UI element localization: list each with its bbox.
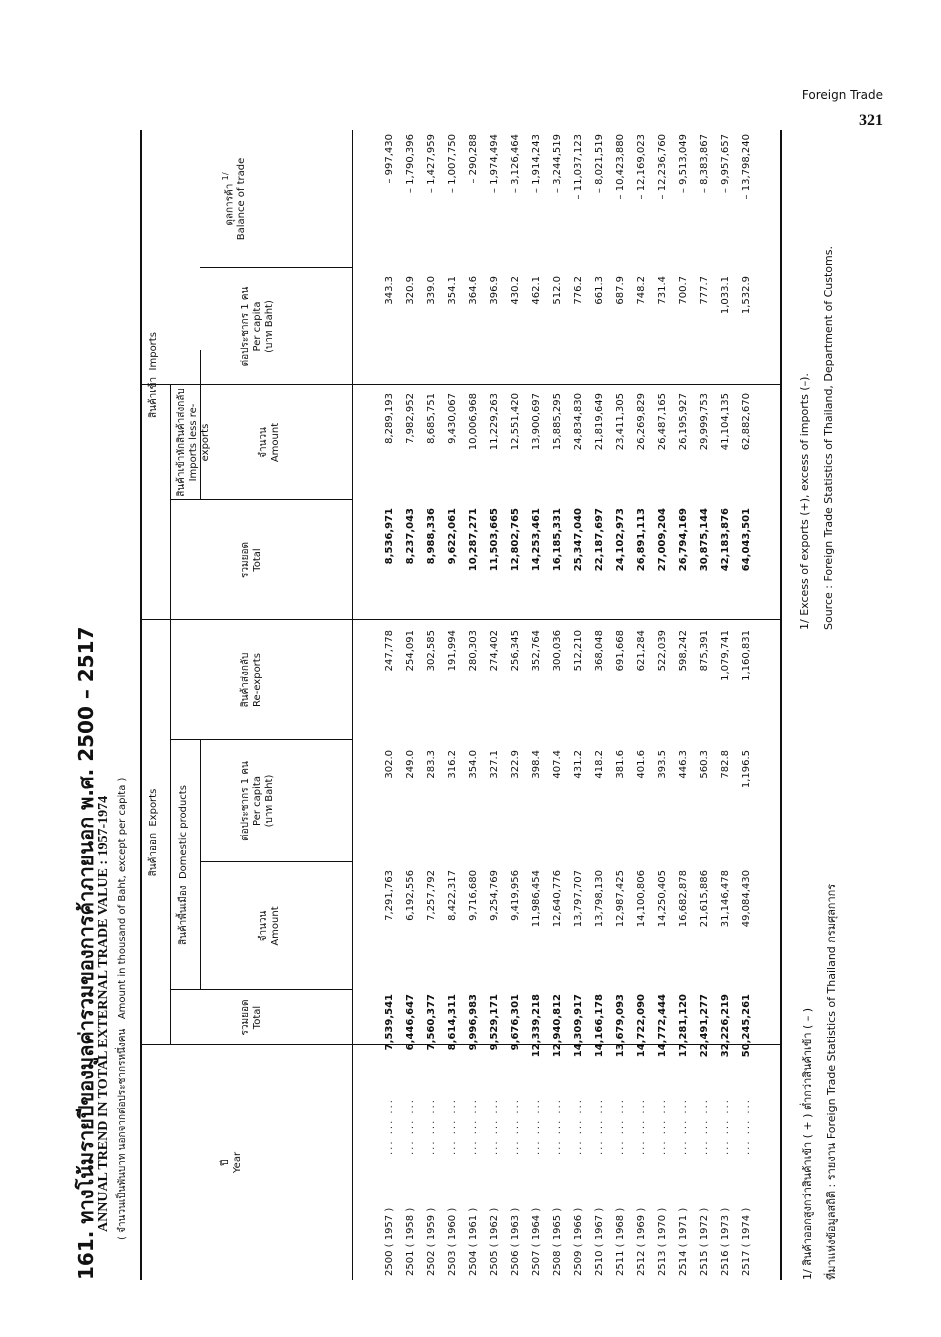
imp-pc-cell: 748.2 — [636, 276, 647, 305]
imp-total-cell: 8,988,336 — [426, 508, 437, 565]
reexp-cell: 274,402 — [489, 630, 500, 672]
imp-pc-cell: 687.9 — [615, 276, 626, 305]
imp-total-cell: 30,875,144 — [699, 508, 710, 572]
dom-amount-cell: 49,084,430 — [741, 870, 752, 928]
year-cell: 2501 ( 1958 ) — [405, 1207, 416, 1276]
dom-pc-cell: 401.6 — [636, 750, 647, 779]
leader-dots: ... ... ... — [468, 1098, 479, 1155]
leader-dots: ... ... ... — [447, 1098, 458, 1155]
imp-amount-cell: 26,269,829 — [636, 393, 647, 451]
imp-total-cell: 26,794,169 — [678, 508, 689, 572]
table-row — [527, 130, 546, 1280]
balance-cell: – 1,974,494 — [489, 134, 500, 194]
dom-pc-cell: 302.0 — [384, 750, 395, 779]
dom-pc-cell: 782.8 — [720, 750, 731, 779]
reexp-cell: 368,048 — [594, 630, 605, 672]
header-balance: ดุลการค้า $^{1/}$ Balance of trade — [220, 157, 248, 241]
reexp-cell: 621,284 — [636, 630, 647, 672]
dom-amount-cell: 6,192,556 — [405, 870, 416, 921]
trade-table — [140, 130, 782, 1280]
source-english: Source : Foreign Trade Statistics of Thailand, Department of Customs. — [822, 246, 835, 630]
imp-total-cell: 12,802,765 — [510, 508, 521, 572]
imp-total-cell: 27,009,204 — [657, 508, 668, 572]
exp-total-cell: 12,339,218 — [531, 994, 542, 1058]
reexp-cell: 280,303 — [468, 630, 479, 672]
imp-amount-cell: 29,999,753 — [699, 393, 710, 451]
dom-pc-cell: 560.3 — [699, 750, 710, 779]
imp-total-cell: 24,102,973 — [615, 508, 626, 572]
table-row — [653, 130, 672, 1280]
dom-amount-cell: 7,257,792 — [426, 870, 437, 921]
table-row — [716, 130, 735, 1280]
imp-total-cell: 14,253,461 — [531, 508, 542, 572]
dom-pc-cell: 322.9 — [510, 750, 521, 779]
balance-cell: – 12,169,023 — [636, 134, 647, 200]
reexp-cell: 691,668 — [615, 630, 626, 672]
year-cell: 2512 ( 1969 ) — [636, 1207, 647, 1276]
year-cell: 2508 ( 1965 ) — [552, 1207, 563, 1276]
reexp-cell: 522,039 — [657, 630, 668, 672]
table-row — [443, 130, 462, 1280]
year-cell: 2502 ( 1959 ) — [426, 1207, 437, 1276]
imp-total-cell: 9,622,061 — [447, 508, 458, 565]
balance-cell: – 10,423,880 — [615, 134, 626, 200]
footnote-english: 1/ Excess of exports (+), excess of imports (–). — [798, 373, 811, 630]
exp-total-cell: 7,560,377 — [426, 994, 437, 1051]
header-imports-total: รวมยอด Total — [240, 542, 263, 578]
dom-pc-cell: 431.2 — [573, 750, 584, 779]
balance-cell: – 1,790,396 — [405, 134, 416, 194]
balance-cell: – 8,021,519 — [594, 134, 605, 194]
table-row — [695, 130, 714, 1280]
dom-pc-cell: 418.2 — [594, 750, 605, 779]
dom-pc-cell: 283.3 — [426, 750, 437, 779]
leader-dots: ... ... ... — [573, 1098, 584, 1155]
balance-cell: – 1,427,959 — [426, 134, 437, 194]
imp-amount-cell: 26,487,165 — [657, 393, 668, 451]
balance-cell: – 13,798,240 — [741, 134, 752, 200]
imp-pc-cell: 339.0 — [426, 276, 437, 305]
imp-amount-cell: 24,834,830 — [573, 393, 584, 451]
exp-total-cell: 32,226,219 — [720, 994, 731, 1058]
reexp-cell: 247,778 — [384, 630, 395, 672]
header-reexports: สินค้าส่งกลับ Re-exports — [240, 652, 263, 708]
table-top-rule — [140, 130, 142, 1280]
header-imports: สินค้าเข้า Imports — [148, 332, 159, 418]
dom-pc-cell: 407.4 — [552, 750, 563, 779]
imp-amount-cell: 11,229,263 — [489, 393, 500, 451]
table-row — [674, 130, 693, 1280]
imp-amount-cell: 10,006,968 — [468, 393, 479, 451]
imp-amount-cell: 8,685,751 — [426, 393, 437, 444]
dom-pc-cell: 393.5 — [657, 750, 668, 779]
balance-cell: – 9,957,657 — [720, 134, 731, 194]
leader-dots: ... ... ... — [615, 1098, 626, 1155]
imp-amount-cell: 13,900,697 — [531, 393, 542, 451]
leader-dots: ... ... ... — [426, 1098, 437, 1155]
table-bottom-rule — [780, 130, 782, 1280]
reexp-cell: 254,091 — [405, 630, 416, 672]
leader-dots: ... ... ... — [636, 1098, 647, 1155]
table-row — [464, 130, 483, 1280]
reexp-cell: 1,079,741 — [720, 630, 731, 681]
imp-pc-cell: 731.4 — [657, 276, 668, 305]
imp-pc-cell: 777.7 — [699, 276, 710, 305]
dom-amount-cell: 16,682,878 — [678, 870, 689, 928]
balance-cell: – 12,236,760 — [657, 134, 668, 200]
balance-cell: – 1,914,243 — [531, 134, 542, 194]
imp-amount-cell: 23,411,305 — [615, 393, 626, 451]
imp-amount-cell: 8,289,193 — [384, 393, 395, 444]
balance-cell: – 1,007,750 — [447, 134, 458, 194]
year-cell: 2503 ( 1960 ) — [447, 1207, 458, 1276]
imp-pc-cell: 462.1 — [531, 276, 542, 305]
dom-pc-cell: 398.4 — [531, 750, 542, 779]
dom-pc-cell: 249.0 — [405, 750, 416, 779]
header-exports-total: รวมยอด Total — [240, 999, 263, 1036]
table-row — [611, 130, 630, 1280]
table-row — [590, 130, 609, 1280]
imp-amount-cell: 9,430,067 — [447, 393, 458, 444]
year-cell: 2515 ( 1972 ) — [699, 1207, 710, 1276]
reexp-cell: 300,036 — [552, 630, 563, 672]
imp-pc-cell: 396.9 — [489, 276, 500, 305]
dom-amount-cell: 12,640,776 — [552, 870, 563, 928]
imp-total-cell: 26,891,113 — [636, 508, 647, 572]
rotated-table-page — [70, 130, 890, 1280]
unit-note-english: Amount in thousand of Baht, except per capita ) — [117, 777, 128, 1020]
exp-total-cell: 14,166,178 — [594, 994, 605, 1058]
imp-total-cell: 11,503,665 — [489, 508, 500, 572]
exp-total-cell: 13,679,093 — [615, 994, 626, 1058]
year-cell: 2509 ( 1966 ) — [573, 1207, 584, 1276]
header-bottom-rule — [352, 130, 353, 1280]
reexp-cell: 302,585 — [426, 630, 437, 672]
dom-amount-cell: 13,797,707 — [573, 870, 584, 928]
imp-pc-cell: 776.2 — [573, 276, 584, 305]
header-imports-amount: จำนวน Amount — [258, 422, 281, 463]
imp-pc-cell: 1,532.9 — [741, 276, 752, 315]
leader-dots: ... ... ... — [384, 1098, 395, 1155]
dom-amount-cell: 11,986,454 — [531, 870, 542, 928]
imp-pc-cell: 512.0 — [552, 276, 563, 305]
imp-total-cell: 42,183,876 — [720, 508, 731, 572]
footnote-thai: 1/ สินค้าออกสูงกว่าสินค้าเข้า ( + ) ต่ำกว่าสินค้าเข้า ( – ) — [801, 1007, 814, 1280]
imp-amount-cell: 62,882,670 — [741, 393, 752, 451]
imp-amount-cell: 12,551,420 — [510, 393, 521, 451]
dom-pc-cell: 446.3 — [678, 750, 689, 779]
table-row — [485, 130, 504, 1280]
imp-pc-cell: 343.3 — [384, 276, 395, 305]
leader-dots: ... ... ... — [594, 1098, 605, 1155]
dom-pc-cell: 354.0 — [468, 750, 479, 779]
year-cell: 2511 ( 1968 ) — [615, 1207, 626, 1276]
balance-cell: – 8,383,867 — [699, 134, 710, 194]
reexp-cell: 191,994 — [447, 630, 458, 672]
dom-pc-cell: 316.2 — [447, 750, 458, 779]
dom-amount-cell: 14,100,806 — [636, 870, 647, 928]
year-cell: 2510 ( 1967 ) — [594, 1207, 605, 1276]
exp-total-cell: 8,614,311 — [447, 994, 458, 1051]
domestic-rule — [200, 740, 201, 990]
header-imports-less: สินค้าเข้าหักสินค้าส่งกลับ Imports less re-exports — [176, 388, 211, 497]
reexp-cell: 875,391 — [699, 630, 710, 672]
exp-total-cell: 17,281,120 — [678, 994, 689, 1058]
year-cell: 2500 ( 1957 ) — [384, 1207, 395, 1276]
year-cell: 2506 ( 1963 ) — [510, 1207, 521, 1276]
exp-total-cell: 9,996,983 — [468, 994, 479, 1051]
table-row — [737, 130, 756, 1280]
imp-pc-cell: 320.9 — [405, 276, 416, 305]
dom-amount-cell: 31,146,478 — [720, 870, 731, 928]
reexp-cell: 1,160,831 — [741, 630, 752, 681]
dom-amount-cell: 9,254,769 — [489, 870, 500, 921]
section-title: Foreign Trade — [801, 88, 883, 102]
imp-pc-cell: 354.1 — [447, 276, 458, 305]
source-thai: ที่มาแห่งข้อมูลสถิติ : รายงาน Foreign Trade Statistics of Thailand กรมศุลกากร — [825, 883, 838, 1280]
balance-cell: – 997,430 — [384, 134, 395, 184]
year-cell: 2516 ( 1973 ) — [720, 1207, 731, 1276]
balance-cell: – 3,126,464 — [510, 134, 521, 194]
exp-total-cell: 14,772,444 — [657, 994, 668, 1058]
imp-pc-cell: 430.2 — [510, 276, 521, 305]
imp-amount-cell: 15,885,295 — [552, 393, 563, 451]
imp-total-cell: 8,237,043 — [405, 508, 416, 565]
imp-total-cell: 22,187,697 — [594, 508, 605, 572]
exp-total-cell: 6,446,647 — [405, 994, 416, 1051]
leader-dots: ... ... ... — [720, 1098, 731, 1155]
header-domestic-amount: จำนวน Amount — [258, 906, 281, 946]
imp-total-cell: 16,185,331 — [552, 508, 563, 572]
imp-total-cell: 64,043,501 — [741, 508, 752, 572]
imp-total-cell: 8,536,971 — [384, 508, 395, 565]
unit-note-thai: ( จำนวนเป็นพันบาท นอกจากต่อประชากรหนึ่งคน — [117, 1028, 128, 1240]
title-english: ANNUAL TREND IN TOTAL EXTERNAL TRADE VALUE : 1957-1974 — [96, 795, 111, 1232]
leader-dots: ... ... ... — [531, 1098, 542, 1155]
header-imports-percap: ต่อประชากร 1 คน Per capita (บาท Baht) — [240, 286, 275, 367]
imp-amount-cell: 26,195,927 — [678, 393, 689, 451]
dom-pc-cell: 381.6 — [615, 750, 626, 779]
imp-pc-cell: 700.7 — [678, 276, 689, 305]
title-thai: 161. ทางโน้มรายปีของมูลค่ารวมของการค้าภายนอก พ.ศ. 2500 – 2517 — [74, 626, 98, 1280]
year-cell: 2504 ( 1961 ) — [468, 1207, 479, 1276]
reexp-cell: 352,764 — [531, 630, 542, 672]
balance-cell: – 3,244,519 — [552, 134, 563, 194]
year-cell: 2517 ( 1974 ) — [741, 1207, 752, 1276]
leader-dots: ... ... ... — [552, 1098, 563, 1155]
balance-cell: – 9,513,049 — [678, 134, 689, 194]
leader-dots: ... ... ... — [657, 1098, 668, 1155]
dom-pc-cell: 1,196.5 — [741, 750, 752, 789]
leader-dots: ... ... ... — [741, 1098, 752, 1155]
reexp-cell: 598,242 — [678, 630, 689, 672]
dom-amount-cell: 13,798,130 — [594, 870, 605, 928]
dom-amount-cell: 9,716,680 — [468, 870, 479, 921]
dom-amount-cell: 14,250,405 — [657, 870, 668, 928]
header-exports: สินค้าออก Exports — [148, 788, 159, 877]
exp-total-cell: 22,491,277 — [699, 994, 710, 1058]
leader-dots: ... ... ... — [699, 1098, 710, 1155]
dom-amount-cell: 9,419,956 — [510, 870, 521, 921]
exp-total-cell: 14,722,090 — [636, 994, 647, 1058]
year-cell: 2514 ( 1971 ) — [678, 1207, 689, 1276]
table-row — [569, 130, 588, 1280]
page-number: 321 — [859, 112, 883, 129]
header-domestic-percap: ต่อประชากร 1 คน Per capita (บาท Baht) — [240, 761, 275, 841]
imp-amount-cell: 7,982,952 — [405, 393, 416, 444]
year-cell: 2505 ( 1962 ) — [489, 1207, 500, 1276]
dom-amount-cell: 7,291,763 — [384, 870, 395, 921]
dom-pc-cell: 327.1 — [489, 750, 500, 779]
year-cell: 2513 ( 1970 ) — [657, 1207, 668, 1276]
header-domestic: สินค้าพื้นเมือง Domestic products — [178, 785, 189, 945]
balance-cell: – 11,037,123 — [573, 134, 584, 200]
table-row — [380, 130, 399, 1280]
group-rule — [170, 385, 171, 1045]
reexp-cell: 256,345 — [510, 630, 521, 672]
exp-total-cell: 9,676,301 — [510, 994, 521, 1051]
header-year: ปี Year — [220, 1151, 243, 1174]
imp-amount-cell: 41,104,135 — [720, 393, 731, 451]
exp-total-cell: 7,539,541 — [384, 994, 395, 1051]
table-row — [632, 130, 651, 1280]
exp-total-cell: 14,309,917 — [573, 994, 584, 1058]
balance-cell: – 290,288 — [468, 134, 479, 184]
exp-total-cell: 9,529,171 — [489, 994, 500, 1051]
table-row — [401, 130, 420, 1280]
exp-total-cell: 12,940,812 — [552, 994, 563, 1058]
imp-total-cell: 25,347,040 — [573, 508, 584, 572]
table-row — [422, 130, 441, 1280]
leader-dots: ... ... ... — [405, 1098, 416, 1155]
leader-dots: ... ... ... — [510, 1098, 521, 1155]
imp-pc-cell: 364.6 — [468, 276, 479, 305]
table-row — [506, 130, 525, 1280]
imp-total-cell: 10,287,271 — [468, 508, 479, 572]
reexp-cell: 512,210 — [573, 630, 584, 672]
dom-amount-cell: 8,422,317 — [447, 870, 458, 921]
table-row — [548, 130, 567, 1280]
dom-amount-cell: 21,615,886 — [699, 870, 710, 928]
year-cell: 2507 ( 1964 ) — [531, 1207, 542, 1276]
exp-total-cell: 50,245,261 — [741, 994, 752, 1058]
imp-pc-cell: 1,033.1 — [720, 276, 731, 315]
imp-amount-cell: 21,819,649 — [594, 393, 605, 451]
leader-dots: ... ... ... — [678, 1098, 689, 1155]
dom-amount-cell: 12,987,425 — [615, 870, 626, 928]
imp-pc-cell: 661.3 — [594, 276, 605, 305]
unit-note — [115, 778, 130, 1240]
leader-dots: ... ... ... — [489, 1098, 500, 1155]
